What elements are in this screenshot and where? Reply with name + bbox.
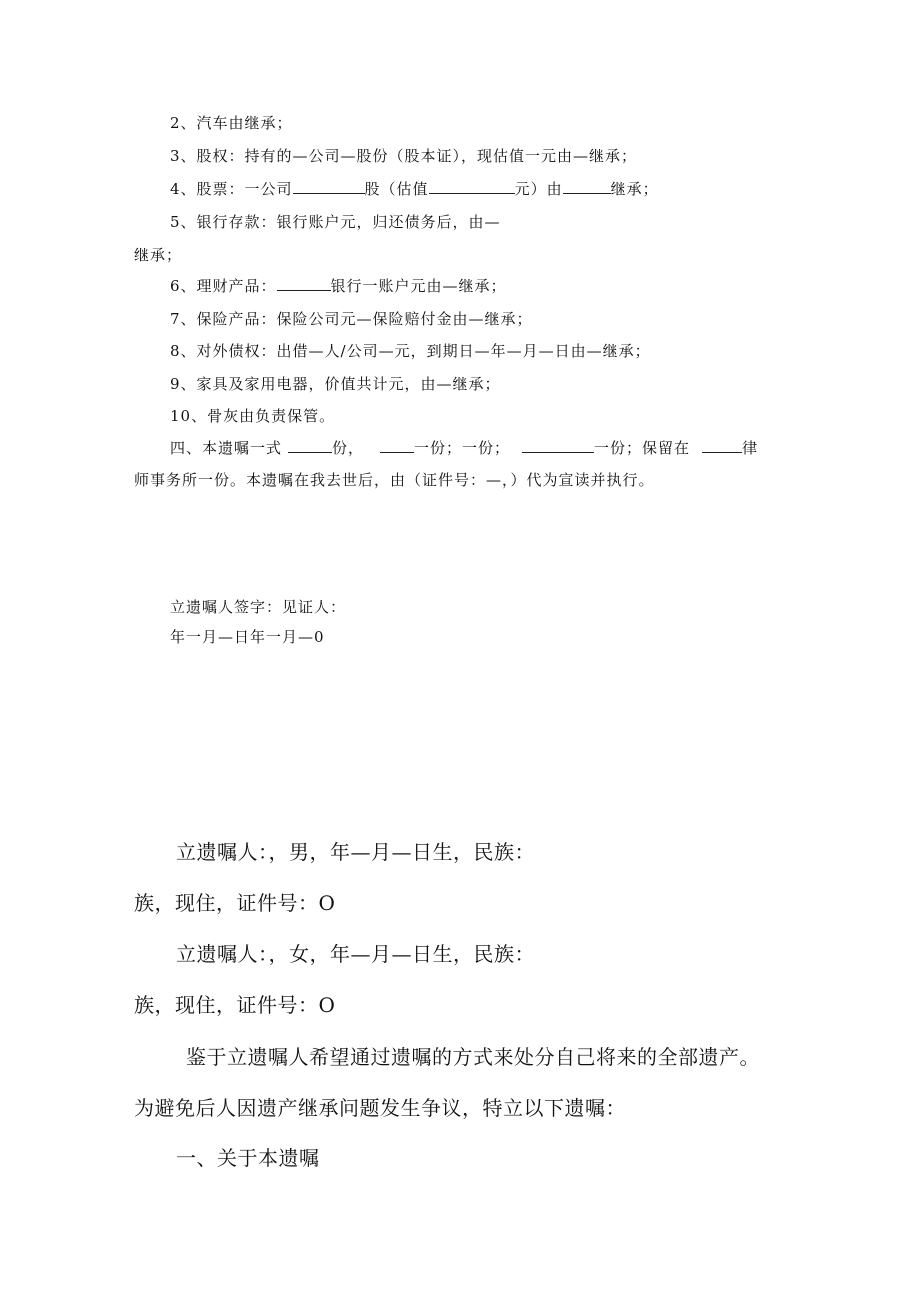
blank-line [288, 451, 332, 453]
item-8-claims: 8、对外债权：出借—人/公司—元，到期日—年—月—日由—继承； [170, 342, 651, 360]
item-four-law: 律 [742, 439, 759, 457]
item-4-inherit: 继承； [610, 180, 659, 198]
signature-line: 立遗嘱人签字：见证人： [170, 598, 347, 616]
blank-line [563, 192, 611, 194]
item-4-shares: 股（估值 [364, 180, 429, 198]
item-10-ashes: 10、骨灰由负责保管。 [170, 407, 336, 425]
item-4-stocks [170, 178, 659, 199]
item-6-text: 银行一账户元由—继承； [330, 277, 507, 295]
item-4-label: 4、股票：一公司 [170, 180, 293, 198]
blank-line [429, 192, 515, 194]
testator-1: 立遗嘱人：，男，年—月—日生，民族： [176, 840, 535, 864]
blank-line [277, 289, 331, 291]
testator-1-continued: 族，现住，证件号：O [134, 891, 336, 915]
preamble-continued: 为避免后人因遗产继承问题发生争议，特立以下遗嘱： [134, 1096, 626, 1120]
item-3-equity: 3、股权：持有的—公司—股份（股本证），现估值一元由—继承； [170, 147, 638, 165]
blank-line [702, 451, 742, 453]
item-four-label: 四、本遗嘱一式 [170, 439, 283, 457]
blank-line [522, 451, 594, 453]
item-7-insurance: 7、保险产品：保险公司元—保险赔付金由—继承； [170, 310, 533, 328]
blank-line [380, 451, 414, 453]
item-9-furniture: 9、家具及家用电器，价值共计元，由—继承； [170, 375, 501, 393]
item-5-bank-deposit: 5、银行存款：银行账户元，归还债务后，由— [170, 213, 501, 231]
item-four-continued: 师事务所一份。本遗嘱在我去世后，由（证件号：—，）代为宣读并执行。 [134, 471, 655, 489]
testator-2-continued: 族，现住，证件号：O [134, 993, 336, 1017]
item-four-copies [170, 437, 758, 458]
heading-about-will: 一、关于本遗嘱 [176, 1146, 320, 1170]
item-5-continued: 继承； [134, 246, 183, 264]
item-6-label: 6、理财产品： [170, 277, 277, 295]
testator-2: 立遗嘱人：，女，年—月—日生，民族： [176, 942, 535, 966]
item-four-one-each: 一份；一份； [414, 439, 511, 457]
preamble: 鉴于立遗嘱人希望通过遗嘱的方式来处分自己将来的全部遗产。 [186, 1045, 760, 1069]
item-2-car: 2、汽车由继承； [170, 114, 293, 132]
blank-line [293, 192, 365, 194]
item-four-keep: 一份；保留在 [594, 439, 691, 457]
item-6-financial-products [170, 275, 507, 296]
item-four-copies-unit: 份， [332, 439, 365, 457]
item-4-value: 元）由 [514, 180, 563, 198]
date-line: 年一月—日年一月—0 [170, 628, 325, 646]
